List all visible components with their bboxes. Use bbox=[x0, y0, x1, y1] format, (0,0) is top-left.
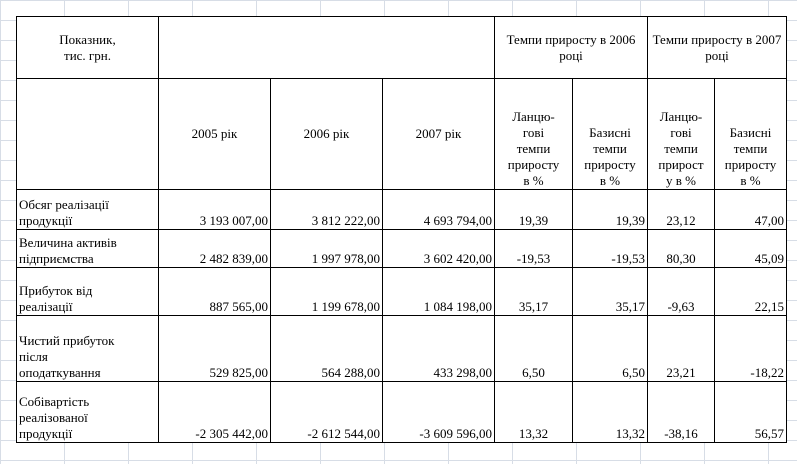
table-row bbox=[17, 230, 787, 268]
row-label-cell[interactable]: Величина активів підприємства bbox=[17, 230, 159, 268]
value-2006-cell[interactable]: -2 612 544,00 bbox=[271, 382, 383, 443]
table-row bbox=[17, 268, 787, 316]
value-2007-cell[interactable]: 1 084 198,00 bbox=[383, 268, 495, 316]
base-rate-2006-cell[interactable]: 35,17 bbox=[573, 268, 648, 316]
row-label-cell[interactable]: Прибуток від реалізації bbox=[17, 268, 159, 316]
year-2006-header-cell[interactable]: 2006 рік bbox=[271, 79, 383, 190]
chain-rate-2006-header-cell[interactable]: Ланцю- гові темпи приросту в % bbox=[495, 79, 573, 190]
base-rate-2007-header-cell[interactable]: Базисні темпи приросту в % bbox=[715, 79, 787, 190]
growth-2006-header-cell[interactable]: Темпи приросту в 2006 році bbox=[495, 17, 648, 79]
value-2006-cell[interactable]: 564 288,00 bbox=[271, 316, 383, 382]
value-2006-cell[interactable]: 1 199 678,00 bbox=[271, 268, 383, 316]
row-label-cell[interactable]: Обсяг реалізації продукції bbox=[17, 190, 159, 230]
indicator-subheader-cell[interactable] bbox=[17, 79, 159, 190]
chain-rate-2007-cell[interactable]: -9,63 bbox=[648, 268, 715, 316]
chain-rate-2007-cell[interactable]: -38,16 bbox=[648, 382, 715, 443]
year-2007-header-cell[interactable]: 2007 рік bbox=[383, 79, 495, 190]
row-label-cell[interactable]: Собівартість реалізованої продукції bbox=[17, 382, 159, 443]
base-rate-2007-cell[interactable]: -18,22 bbox=[715, 316, 787, 382]
base-rate-2006-cell[interactable]: -19,53 bbox=[573, 230, 648, 268]
table-row bbox=[17, 382, 787, 443]
empty-header-cell[interactable] bbox=[159, 17, 495, 79]
base-rate-2007-cell[interactable]: 56,57 bbox=[715, 382, 787, 443]
indicator-header-cell[interactable]: Показник, тис. грн. bbox=[17, 17, 159, 79]
chain-rate-2007-cell[interactable]: 23,21 bbox=[648, 316, 715, 382]
value-2005-cell[interactable]: 887 565,00 bbox=[159, 268, 271, 316]
chain-rate-2007-cell[interactable]: 23,12 bbox=[648, 190, 715, 230]
chain-rate-2007-header-cell[interactable]: Ланцю- гові темпи прирост у в % bbox=[648, 79, 715, 190]
value-2007-cell[interactable]: 433 298,00 bbox=[383, 316, 495, 382]
value-2006-cell[interactable]: 1 997 978,00 bbox=[271, 230, 383, 268]
value-2006-cell[interactable]: 3 812 222,00 bbox=[271, 190, 383, 230]
base-rate-2006-cell[interactable]: 19,39 bbox=[573, 190, 648, 230]
value-2007-cell[interactable]: 3 602 420,00 bbox=[383, 230, 495, 268]
chain-rate-2006-cell[interactable]: -19,53 bbox=[495, 230, 573, 268]
base-rate-2006-cell[interactable]: 6,50 bbox=[573, 316, 648, 382]
row-label-cell[interactable]: Чистий прибуток після оподаткування bbox=[17, 316, 159, 382]
table-row bbox=[17, 190, 787, 230]
base-rate-2007-cell[interactable]: 22,15 bbox=[715, 268, 787, 316]
base-rate-2006-header-cell[interactable]: Базисні темпи приросту в % bbox=[573, 79, 648, 190]
value-2005-cell[interactable]: -2 305 442,00 bbox=[159, 382, 271, 443]
chain-rate-2006-cell[interactable]: 19,39 bbox=[495, 190, 573, 230]
table-row bbox=[17, 316, 787, 382]
base-rate-2007-cell[interactable]: 45,09 bbox=[715, 230, 787, 268]
year-2005-header-cell[interactable]: 2005 рік bbox=[159, 79, 271, 190]
value-2005-cell[interactable]: 2 482 839,00 bbox=[159, 230, 271, 268]
chain-rate-2006-cell[interactable]: 6,50 bbox=[495, 316, 573, 382]
chain-rate-2007-cell[interactable]: 80,30 bbox=[648, 230, 715, 268]
value-2005-cell[interactable]: 529 825,00 bbox=[159, 316, 271, 382]
value-2007-cell[interactable]: -3 609 596,00 bbox=[383, 382, 495, 443]
chain-rate-2006-cell[interactable]: 13,32 bbox=[495, 382, 573, 443]
chain-rate-2006-cell[interactable]: 35,17 bbox=[495, 268, 573, 316]
base-rate-2007-cell[interactable]: 47,00 bbox=[715, 190, 787, 230]
growth-rates-table bbox=[16, 16, 787, 443]
base-rate-2006-cell[interactable]: 13,32 bbox=[573, 382, 648, 443]
value-2007-cell[interactable]: 4 693 794,00 bbox=[383, 190, 495, 230]
value-2005-cell[interactable]: 3 193 007,00 bbox=[159, 190, 271, 230]
growth-2007-header-cell[interactable]: Темпи приросту в 2007 році bbox=[648, 17, 787, 79]
